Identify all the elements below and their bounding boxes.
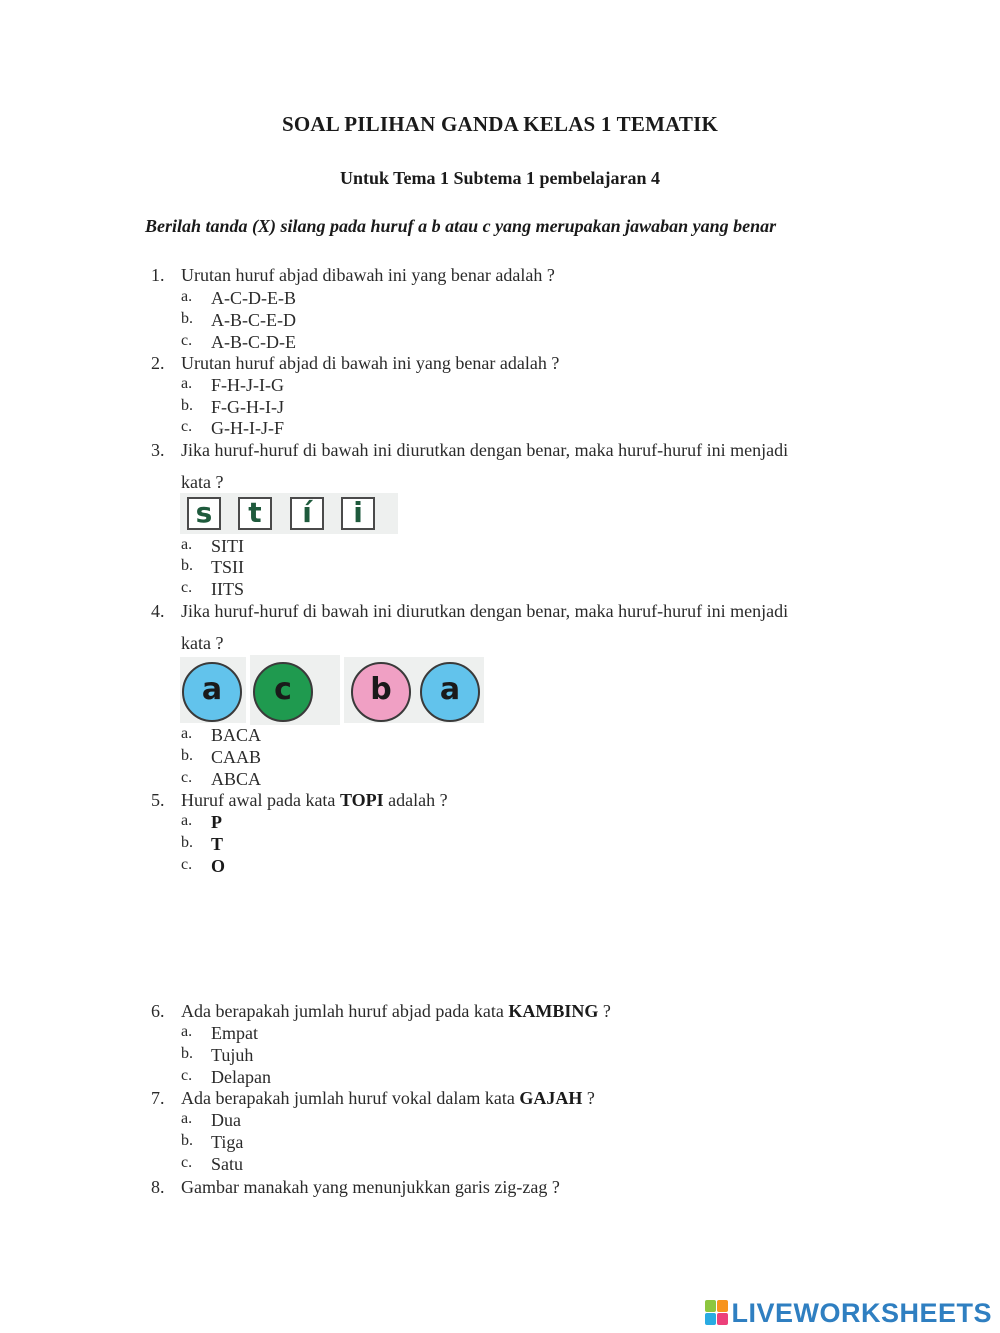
question-text: Jika huruf-huruf di bawah ini diurutkan dengan benar, maka huruf-huruf ini menjadi: [181, 440, 789, 460]
letter-tile: t: [238, 497, 272, 530]
question-text: Urutan huruf abjad di bawah ini yang benar adalah ?: [181, 353, 560, 373]
question-text: Huruf awal pada kata TOPI adalah ?: [181, 790, 448, 810]
keyword: TOPI: [339, 790, 384, 810]
question-number: 4.: [151, 601, 165, 621]
page-subtitle: Untuk Tema 1 Subtema 1 pembelajaran 4: [339, 168, 661, 188]
letter-tile: s: [187, 497, 221, 530]
letter-tiles: [180, 493, 398, 534]
question-text: Ada berapakah jumlah huruf vokal dalam kata GAJAH ?: [181, 1088, 595, 1108]
logo-text: LIVEWORKSHEETS: [731, 1297, 992, 1328]
letter-circle: c: [253, 662, 313, 722]
question-number: 3.: [151, 440, 165, 460]
question-number: 2.: [151, 353, 165, 373]
letter-tile: i: [341, 497, 375, 530]
logo-badge-icon: [705, 1300, 729, 1326]
question-text: Ada berapakah jumlah huruf abjad pada kata KAMBING ?: [181, 1001, 611, 1021]
question-text-continued: kata ?: [181, 633, 224, 653]
letter-tile: í: [290, 497, 324, 530]
letter-circle: a: [182, 662, 242, 722]
letter-circle: b: [351, 662, 411, 722]
question-text: Urutan huruf abjad dibawah ini yang benar adalah ?: [181, 265, 555, 285]
liveworksheets-logo[interactable]: [705, 1297, 992, 1329]
question-text-continued: kata ?: [181, 472, 224, 492]
instruction-text: Berilah tanda (X) silang pada huruf a b atau c yang merupakan jawaban yang benar: [145, 216, 777, 236]
keyword: KAMBING: [508, 1001, 599, 1021]
question-number: 5.: [151, 790, 165, 810]
question-text: Gambar manakah yang menunjukkan garis zig-zag ?: [181, 1177, 560, 1197]
question-number: 7.: [151, 1088, 165, 1108]
question-number: 8.: [151, 1177, 165, 1197]
letter-circle: a: [420, 662, 480, 722]
question-number: 6.: [151, 1001, 165, 1021]
question-number: 1.: [151, 265, 165, 285]
keyword: GAJAH: [519, 1088, 583, 1108]
question-text: Jika huruf-huruf di bawah ini diurutkan dengan benar, maka huruf-huruf ini menjadi: [181, 601, 789, 621]
page-title: SOAL PILIHAN GANDA KELAS 1 TEMATIK: [281, 112, 719, 136]
